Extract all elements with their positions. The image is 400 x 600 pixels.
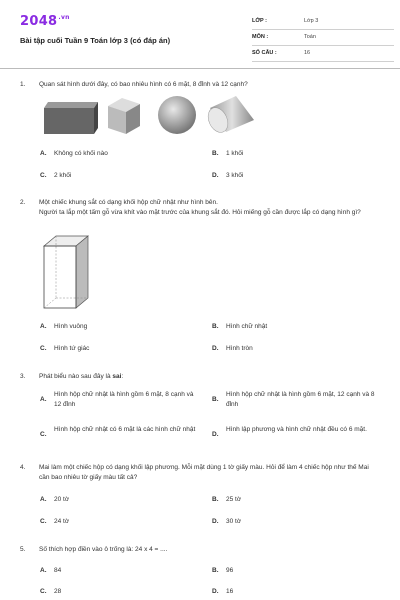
cuboid-shape — [44, 102, 98, 134]
meta-row-class: LỚP : Lớp 3 — [252, 14, 394, 30]
q5-option-b[interactable]: B. 96 — [212, 567, 234, 574]
question-2: 2. Một chiếc khung sắt có dạng khối hộp chữ nhật như hình bên. Người ta lắp một tấm gỗ vừa khít vào mặt trước của khung sắt đó. Hỏi miếng gỗ cần được lắp có dạng hình gì? — [20, 199, 361, 216]
q1-option-b[interactable]: B. 1 khối — [212, 150, 244, 157]
q5-option-c[interactable]: C. 28 — [40, 588, 62, 595]
header — [20, 14, 380, 62]
q4-option-d[interactable]: D. 30 tờ — [212, 518, 242, 525]
q1-option-d[interactable]: D. 3 khối — [212, 172, 244, 179]
q1-option-a[interactable]: A. Không có khối nào — [40, 150, 108, 157]
q3-option-a[interactable]: A. Hình hộp chữ nhật là hình gồm 6 mặt, 8 cạnh và 12 đỉnh — [40, 391, 194, 408]
question-1: 1. Quan sát hình dưới đây, có bao nhiêu hình có 6 mặt, 8 đỉnh và 12 cạnh? — [20, 81, 248, 88]
frame-illustration — [40, 234, 92, 310]
q3-option-c[interactable]: C. Hình hộp chữ nhật có 6 mặt là các hình chữ nhật — [40, 426, 196, 438]
q5-option-a[interactable]: A. 84 — [40, 567, 62, 574]
question-5: 5. Số thích hợp điền vào ô trống là: 24 x 4 = .... — [20, 546, 168, 553]
q2-option-c[interactable]: C. Hình tứ giác — [40, 345, 90, 352]
page-title: Bài tập cuối Tuần 9 Toán lớp 3 (có đáp án) — [20, 36, 171, 45]
meta-row-subject: MÔN : Toán — [252, 30, 394, 46]
shapes-illustration — [40, 94, 260, 140]
meta-panel — [252, 14, 394, 62]
cylinder-shape — [204, 96, 254, 136]
q4-option-c[interactable]: C. 24 tờ — [40, 518, 70, 525]
q2-option-d[interactable]: D. Hình tròn — [212, 345, 253, 352]
logo[interactable]: $2048^{.vn}$ — [20, 14, 70, 29]
sphere-shape — [158, 96, 196, 134]
cube-shape — [108, 98, 140, 134]
q2-option-a[interactable]: A. Hình vuông — [40, 323, 88, 330]
question-4: 4. Mai làm một chiếc hộp có dạng khối lập phương. Mỗi mặt dùng 1 tờ giấy màu. Hỏi để làm 4 chiếc hộp như thế Mai cần bao nhiêu tờ giấy màu tất cả? — [20, 464, 369, 481]
q1-option-c[interactable]: C. 2 khối — [40, 172, 72, 179]
q3-option-d[interactable]: D. Hình lập phương và hình chữ nhật đều có 6 mặt. — [212, 426, 367, 438]
q3-option-b[interactable]: B. Hình hộp chữ nhật là hình gồm 6 mặt, 12 cạnh và 8 đỉnh — [212, 391, 375, 408]
q4-option-b[interactable]: B. 25 tờ — [212, 496, 242, 503]
header-divider — [0, 68, 400, 69]
q4-option-a[interactable]: A. 20 tờ — [40, 496, 70, 503]
meta-row-count: SỐ CÂU : 16 — [252, 46, 394, 62]
q5-option-d[interactable]: D. 16 — [212, 588, 234, 595]
q2-option-b[interactable]: B. Hình chữ nhật — [212, 323, 268, 330]
question-3: 3. Phát biểu nào sau đây là sai: — [20, 373, 124, 380]
